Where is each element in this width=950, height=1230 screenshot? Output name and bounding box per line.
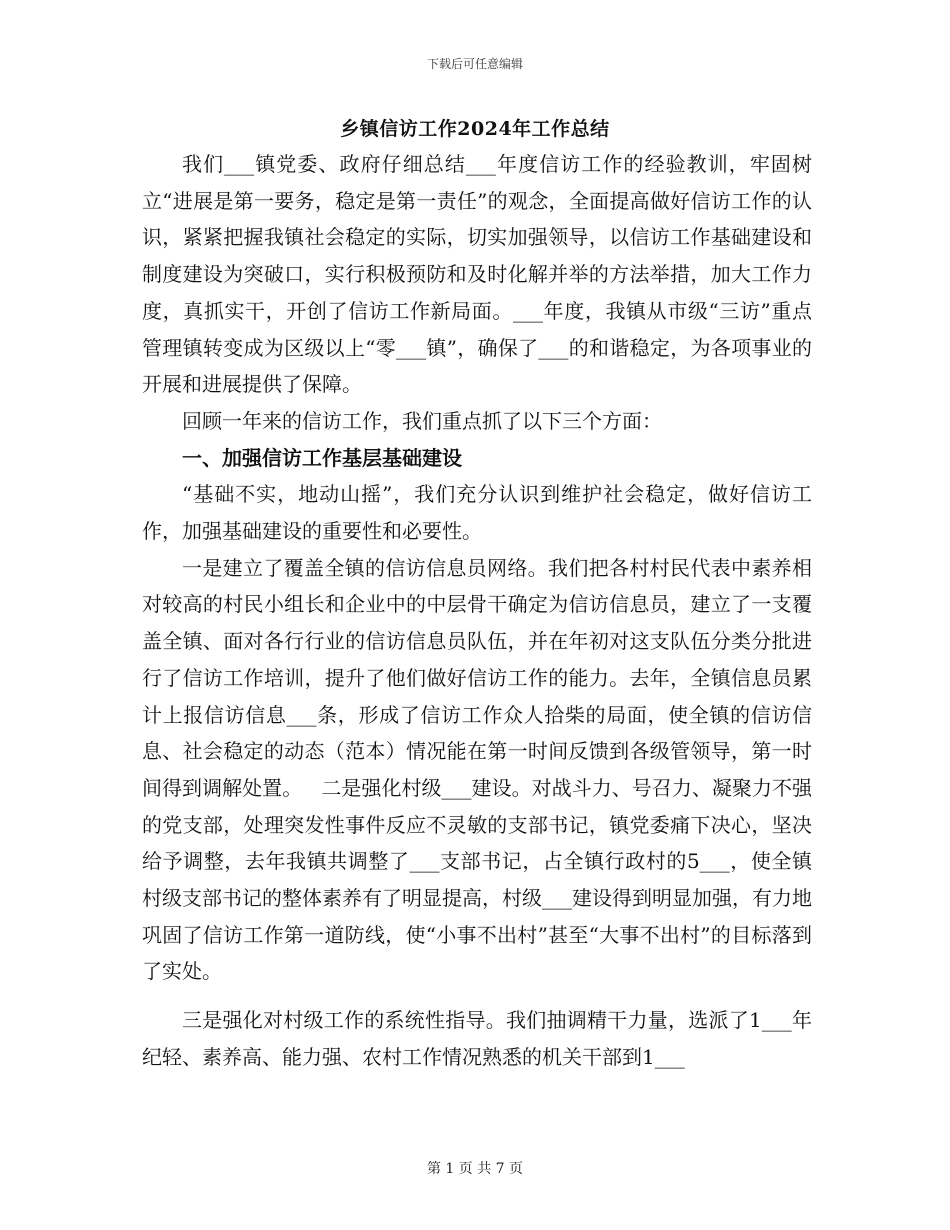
body-paragraph: 回顾一年来的信访工作，我们重点抓了以下三个方面： [182,408,662,433]
page-footer: 第 1 页 共 7 页 [426,1161,524,1177]
section-heading: 一、加强信访工作基层基础建设 [182,445,462,470]
body-paragraph: “基础不实，地动山摇”，我们充分认识到维护社会稳定，做好信访工作，加强基础建设的重要性和必要性。 [142,482,812,544]
document-title: 乡镇信访工作2024年工作总结 [340,118,610,140]
body-paragraph: 一是建立了覆盖全镇的信访信息员网络。我们把各村村民代表中素养相对较高的村民小组长和企业中的中层骨干确定为信访信息员，建立了一支覆盖全镇、面对各行行业的信访信息员队伍，并在年初对这支队伍分类分批进行了信访工作培训，提升了他们做好信访工作的能力。去年，全镇信息员累计上报信访信息___条，形成了信访工作众人拾柴的局面，使全镇的信访信息、社会稳定的动态（范本）情况能在第一时间反馈到各级管领导，第一时间得到调解处置。 二是强化村级___建设。对战斗力、号召力、凝聚力不强的党支部，处理突发性事件反应不灵敏的支部书记，镇党委痛下决心，坚决给予调整，去年我镇共调整了___支部书记，占全镇行政村的5___，使全镇村级支部书记的整体素养有了明显提高，村级___建设得到明显加强，有力地巩固了信访工作第一道防线，使“小事不出村”甚至“大事不出村”的目标落到了实处。 [142,555,812,984]
document-body [142,146,812,1076]
header-note: 下载后可任意编辑 [426,57,523,71]
body-paragraph: 三是强化对村级工作的系统性指导。我们抽调精干力量，选派了1___年纪轻、素养高、能力强、农村工作情况熟悉的机关干部到1___ [142,1008,812,1069]
body-paragraph: 我们___镇党委、政府仔细总结___年度信访工作的经验教训，牢固树立“进展是第一要务，稳定是第一责任”的观念，全面提高做好信访工作的认识，紧紧把握我镇社会稳定的实际，切实加强领导，以信访工作基础建设和制度建设为突破口，实行积极预防和及时化解并举的方法举措，加大工作力度，真抓实干，开创了信访工作新局面。___年度，我镇从市级“三访”重点管理镇转变成为区级以上“零___镇”，确保了___的和谐稳定，为各项事业的开展和进展提供了保障。 [142,152,812,397]
